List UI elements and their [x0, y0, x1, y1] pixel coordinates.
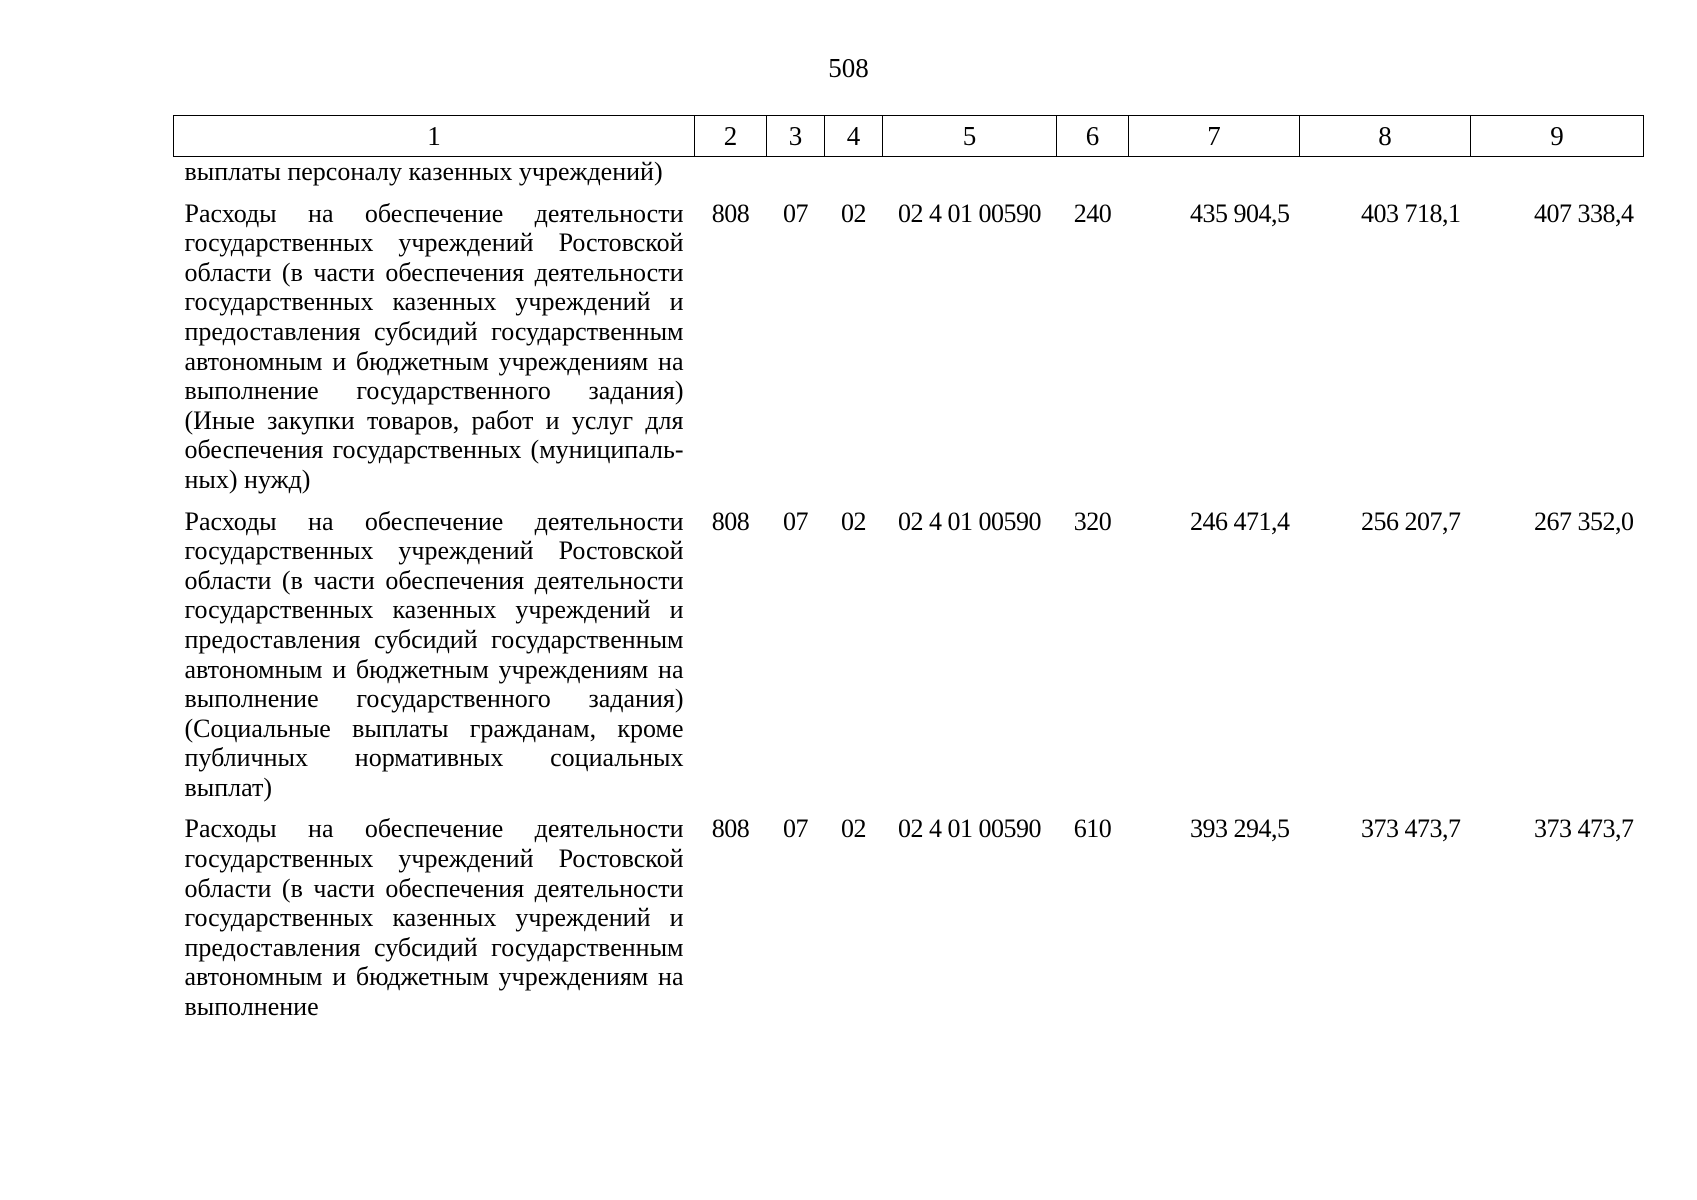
row-amount-2: 403 718,1: [1361, 198, 1461, 228]
header-col-2: 2: [695, 116, 767, 157]
row-target-article: 02 4 01 00590: [898, 814, 1041, 844]
row-amount-1: 393 294,5: [1190, 814, 1290, 844]
row-expense-type: 610: [1073, 814, 1112, 844]
row-expense-type: 240: [1073, 198, 1112, 228]
row-amount-3: 267 352,0: [1534, 506, 1634, 536]
row-subsection: 02: [841, 198, 866, 228]
row-ministry: 808: [711, 198, 750, 228]
row-amount-1: 435 904,5: [1190, 198, 1290, 228]
row-amount-3: 407 338,4: [1534, 198, 1634, 228]
row-amount-2: 373 473,7: [1361, 814, 1461, 844]
table-body: [174, 157, 1644, 1022]
header-col-6: 6: [1057, 116, 1129, 157]
row-target-article: 02 4 01 00590: [898, 198, 1041, 228]
row-description: Расходы на обеспечение деятельности государственных учреждений Ростовской области (в части обеспечения деятельности государственных казенных учреждений и предоставления субсидий государственным автономным и бюджетным учреждениям на выполнение: [184, 814, 684, 1022]
row-section: 07: [783, 814, 808, 844]
row-description: Расходы на обеспечение деятельности государственных учреждений Ростовской области (в части обеспечения деятельности государственных казенных учреждений и предоставления субсидий государственным автономным и бюджетным учреждениям на выполнение государственного задания) (Социальные выплаты гражданам, кроме публичных нормативных социальных выплат): [184, 506, 684, 802]
table-row: [174, 812, 1644, 1021]
header-col-9: 9: [1471, 116, 1644, 157]
header-row: [174, 116, 1644, 157]
row-target-article: [883, 157, 1057, 197]
row-amount-2: 256 207,7: [1361, 506, 1461, 536]
page-number: 508: [828, 53, 869, 83]
row-ministry: 808: [711, 506, 750, 536]
table-header: [174, 116, 1644, 157]
row-amount-3: [1471, 157, 1644, 197]
row-amount-1: [1129, 157, 1300, 197]
header-col-4: 4: [825, 116, 883, 157]
table-row: [174, 157, 1644, 197]
header-col-3: 3: [767, 116, 825, 157]
row-expense-type: 320: [1073, 506, 1112, 536]
row-subsection: [825, 157, 883, 197]
row-amount-2: [1300, 157, 1471, 197]
row-description: Расходы на обеспечение деятельности государственных учреждений Ростовской области (в части обеспечения деятельности государственных казенных учреждений и предоставления субсидий государственным автономным и бюджетным учреждениям на выполнение государственного задания) (Иные закупки товаров, работ и услуг для обеспечения государственных (муниципальных) нужд): [184, 198, 684, 494]
row-section: [767, 157, 825, 197]
row-target-article: 02 4 01 00590: [898, 506, 1041, 536]
budget-table: [173, 115, 1644, 1022]
table-row: [174, 197, 1644, 505]
row-expense-type: [1057, 157, 1129, 197]
row-subsection: 02: [841, 814, 866, 844]
header-col-8: 8: [1300, 116, 1471, 157]
row-section: 07: [783, 506, 808, 536]
header-col-7: 7: [1129, 116, 1300, 157]
row-ministry: 808: [711, 814, 750, 844]
row-subsection: 02: [841, 506, 866, 536]
row-amount-3: 373 473,7: [1534, 814, 1634, 844]
row-amount-1: 246 471,4: [1190, 506, 1290, 536]
row-ministry: [695, 157, 767, 197]
row-section: 07: [783, 198, 808, 228]
header-col-1: 1: [174, 116, 695, 157]
header-col-5: 5: [883, 116, 1057, 157]
budget-table-container: [173, 115, 1643, 1022]
row-description: выплаты персоналу казенных учреждений): [184, 157, 663, 186]
table-row: [174, 505, 1644, 813]
